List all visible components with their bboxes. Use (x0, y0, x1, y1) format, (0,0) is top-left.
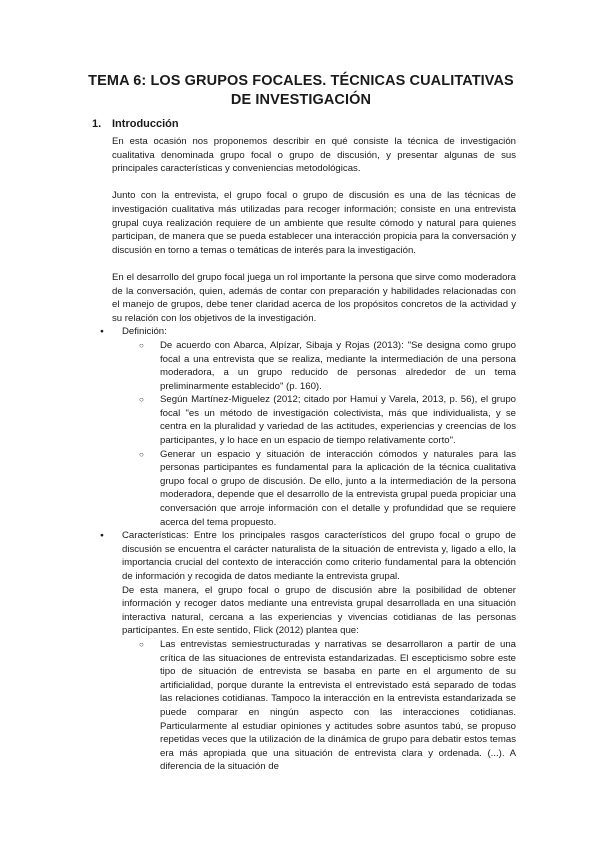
section-number: 1. (92, 118, 102, 130)
section-title: Introducción (112, 118, 179, 130)
bullet-list (86, 325, 516, 774)
sub-bullet-list (122, 339, 516, 529)
sub-bullet-item: ○ Según Martínez-Miguelez (2012; citado por Hamui y Varela, 2013, p. 56), el grupo focal "es un método de investigación colectivista, más que individualista, y se centra en la pluralidad y variedad de las actitudes, experiencias y creencias de los participantes, y lo hace en un espacio de tiempo relativamente corto". (122, 393, 516, 447)
section-body (86, 135, 516, 325)
bullet-text: ● Definición: (122, 326, 167, 338)
bullet-item-definicion (86, 325, 516, 529)
bullet-item-caracteristicas (86, 529, 516, 774)
sub-bullet-item: ○ Las entrevistas semiestructuradas y narrativas se desarrollaron a partir de una crítica de las situaciones de entrevista estandarizadas. El escepticismo sobre este tipo de situación de entrevista se basaba en parte en el argumento de su artificialidad, porque durante la entrevista el entrevistado está separado de todas las relaciones cotidianas. Tampoco la interacción en la entrevista estandarizada se puede comparar en ningún aspecto con las interacciones cotidianas. Particularmente al estudiar opiniones y actitudes sobre asuntos tabú, se propuso repetidas veces que la utilización de la dinámica de grupo para debatir estos temas era más apropiada que una situación de entrevista clara y ordenada. (...). A diferencia de la situación de (122, 638, 516, 774)
sub-bullet-item: ○ De acuerdo con Abarca, Alpízar, Sibaja y Rojas (2013): "Se designa como grupo focal a una entrevista que se realiza, mediante la intermediación de una persona moderadora, a un grupo reducido de personas alrededor de un tema preliminarmente establecido" (p. 160). (122, 339, 516, 393)
sub-bullet-list (122, 638, 516, 774)
section-heading (92, 117, 516, 131)
bullet-continuation: De esta manera, el grupo focal o grupo de discusión abre la posibilidad de obtener información y recoger datos mediante una entrevista grupal desarrollada en una situación interactiva natural, cercana a las experiencias y vivencias cotidianas de las personas participantes. En este sentido, Flick (2012) plantea que: (122, 584, 516, 637)
paragraph: En el desarrollo del grupo focal juega un rol importante la persona que sirve como moderadora de la conversación, quien, además de contar con preparación y habilidades relacionadas con el manejo de grupos, debe tener claridad acerca de los propósitos concretos de la actividad y su relación con los objetivos de la investigación. (112, 271, 516, 324)
paragraph: En esta ocasión nos proponemos describir en qué consiste la técnica de investigación cualitativa denominada grupo focal o grupo de discusión, y presentar algunas de sus principales características y conveniencias metodológicas. (112, 136, 516, 175)
bullet-text: ● Características: Entre los principales rasgos característicos del grupo focal o grupo de discusión se encuentra el carácter naturalista de la situación de entrevista y, ligado a ello, la importancia crucial del contexto de interacción como criterio fundamental para la obtención de información y recogida de datos mediante la entrevista grupal. (122, 530, 516, 582)
paragraph: Junto con la entrevista, el grupo focal o grupo de discusión es una de las técnicas de investigación cualitativa más utilizadas para recoger información; consiste en una entrevista grupal cuya realización requiere de un ambiente que resulte cómodo y natural para quienes participan, de manera que se pueda establecer una interacción propicia para la conversación y discusión en torno a temas o temáticas de interés para la investigación. (112, 190, 516, 256)
sub-bullet-item: ○ Generar un espacio y situación de interacción cómodos y naturales para las personas participantes es fundamental para la aplicación de la técnica cualitativa grupo focal o grupo de discusión. De ello, junto a la intermediación de la persona moderadora, depende que el desarrollo de la entrevista grupal pueda propiciar una conversación que arroje información con el detalle y profundidad que se requiere acerca del tema propuesto. (122, 448, 516, 530)
page-title: TEMA 6: LOS GRUPOS FOCALES. TÉCNICAS CUALITATIVAS DE INVESTIGACIÓN (88, 73, 514, 108)
